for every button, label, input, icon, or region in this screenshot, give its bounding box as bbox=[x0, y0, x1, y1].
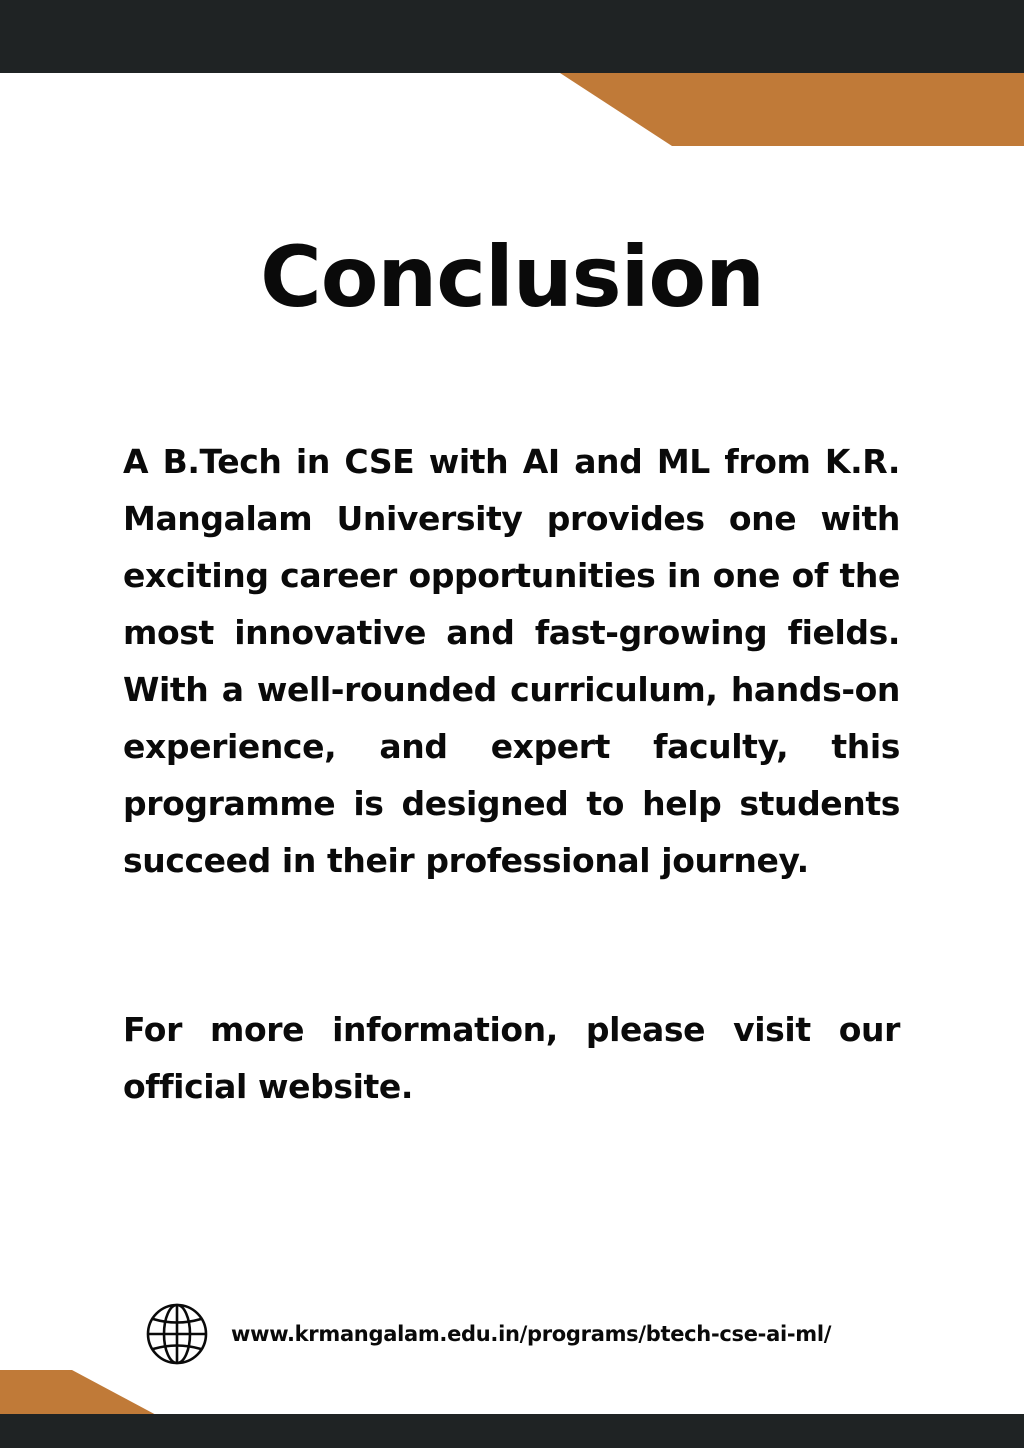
globe-icon bbox=[145, 1302, 209, 1366]
conclusion-paragraph: A B.Tech in CSE with AI and ML from K.R. Mangalam University provides one with exciting career opportunities in one of the most innovative and fast-growing fields. With a well-rounded curriculum, hands-on experience, and expert faculty, this programme is designed to help students succeed in their professional journey. bbox=[123, 442, 900, 880]
top-dark-bar bbox=[0, 0, 1024, 73]
more-info-paragraph: For more information, please visit our official website. bbox=[123, 1010, 900, 1106]
website-link[interactable]: www.krmangalam.edu.in/programs/btech-cse-ai-ml/ bbox=[231, 1322, 832, 1346]
bottom-dark-bar bbox=[0, 1414, 1024, 1448]
top-accent-shape bbox=[560, 73, 1024, 146]
website-footer bbox=[145, 1302, 831, 1366]
page-title: Conclusion bbox=[260, 228, 764, 326]
